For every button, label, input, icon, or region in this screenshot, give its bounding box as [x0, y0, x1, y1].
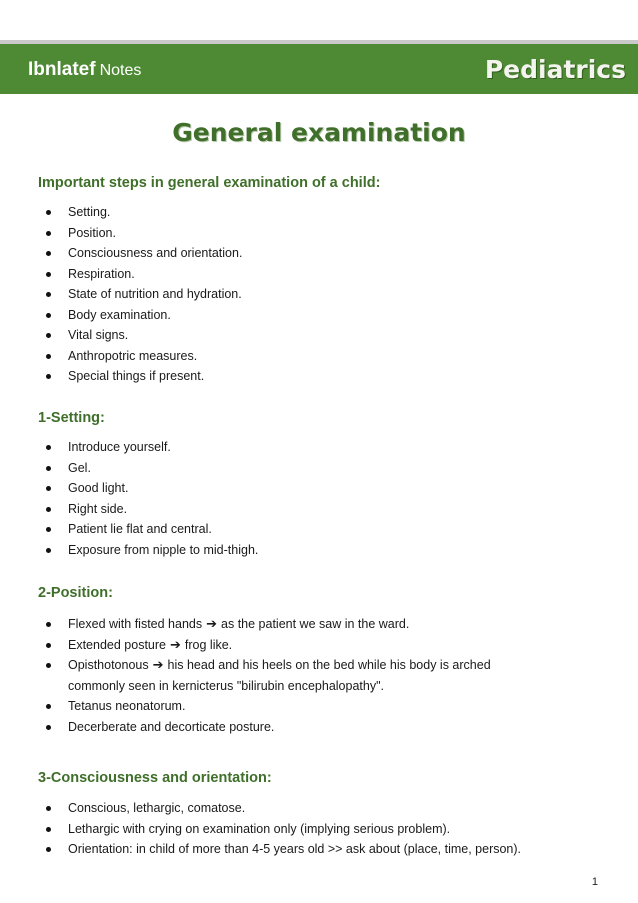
list-item: State of nutrition and hydration. — [40, 284, 600, 305]
subject-title: Pediatrics — [484, 55, 626, 84]
list-item: Flexed with fisted hands ➔ as the patient we saw in the ward. — [40, 614, 600, 635]
brand-name: Ibnlatef — [28, 59, 96, 80]
list-item: Consciousness and orientation. — [40, 243, 600, 264]
list-item: Patient lie flat and central. — [40, 519, 600, 540]
list-item: Position. — [40, 223, 600, 244]
section-heading: 1-Setting: — [38, 410, 105, 426]
list-item: Anthropotric measures. — [40, 346, 600, 367]
setting-list — [40, 437, 600, 560]
arrow-icon: ➔ — [206, 616, 218, 631]
list-item: Tetanus neonatorum. — [40, 696, 600, 717]
list-item: Respiration. — [40, 264, 600, 285]
list-item: Special things if present. — [40, 366, 600, 387]
brand — [28, 59, 141, 82]
consciousness-list — [40, 798, 600, 860]
list-item: Introduce yourself. — [40, 437, 600, 458]
steps-list — [40, 202, 600, 387]
list-item: Good light. — [40, 478, 600, 499]
position-list — [40, 614, 600, 737]
list-item: Opisthotonous ➔ his head and his heels on the bed while his body is arched commonly seen in kernicterus "bilirubin encephalopathy". — [40, 655, 600, 696]
list-item: Right side. — [40, 499, 600, 520]
list-item: Exposure from nipple to mid-thigh. — [40, 540, 600, 561]
list-item: Gel. — [40, 458, 600, 479]
section-heading: 2-Position: — [38, 585, 113, 601]
list-item: Decerberate and decorticate posture. — [40, 717, 600, 738]
list-item: Setting. — [40, 202, 600, 223]
page-title: General examination — [172, 118, 466, 147]
list-item: Extended posture ➔ frog like. — [40, 635, 600, 656]
section-heading: 3-Consciousness and orientation: — [38, 770, 272, 786]
list-item: Body examination. — [40, 305, 600, 326]
arrow-icon: ➔ — [170, 636, 181, 652]
list-item: Lethargic with crying on examination only (implying serious problem). — [40, 819, 600, 840]
arrow-icon: ➔ — [152, 657, 164, 672]
list-item: Vital signs. — [40, 325, 600, 346]
brand-suffix: Notes — [99, 62, 142, 79]
page-number: 1 — [591, 876, 598, 888]
list-item: Conscious, lethargic, comatose. — [40, 798, 600, 819]
list-item: Orientation: in child of more than 4-5 years old >> ask about (place, time, person). — [40, 839, 600, 860]
section-heading: Important steps in general examination of a child: — [38, 175, 381, 191]
header-banner — [0, 44, 638, 94]
